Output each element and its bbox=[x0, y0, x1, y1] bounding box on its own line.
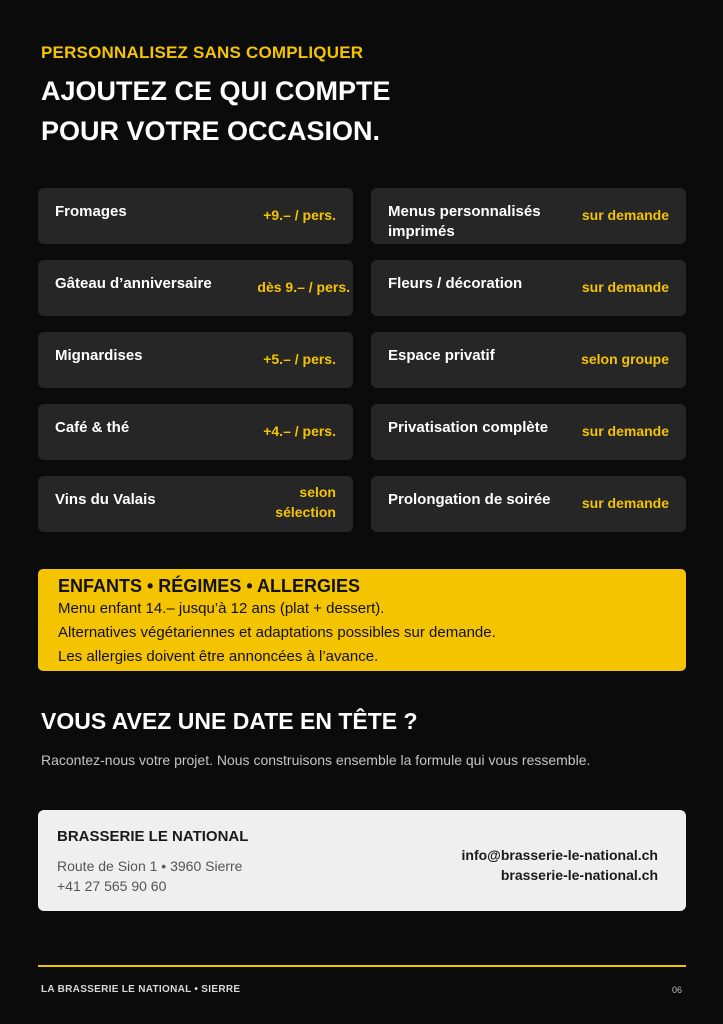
option-card-vins bbox=[38, 476, 353, 532]
contact-address-block bbox=[57, 856, 242, 896]
cta-text: Racontez-nous votre projet. Nous construisons ensemble la formule qui vous ressemble. bbox=[41, 752, 591, 768]
contact-website-link[interactable]: brasserie-le-national.ch bbox=[500, 867, 658, 883]
option-card-cafe bbox=[38, 404, 353, 460]
option-price: sur demande bbox=[581, 279, 669, 295]
option-price: selon groupe bbox=[581, 351, 669, 367]
eyebrow: PERSONNALISEZ SANS COMPLIQUER bbox=[41, 43, 364, 62]
option-label: Fromages bbox=[55, 203, 127, 220]
option-card-fleurs bbox=[371, 260, 686, 316]
contact-phone[interactable]: +41 27 565 90 60 bbox=[57, 878, 167, 894]
page-number: 06 bbox=[671, 985, 682, 995]
contact-card bbox=[38, 810, 686, 911]
option-label: Fleurs / décoration bbox=[388, 275, 523, 292]
contact-links bbox=[462, 845, 658, 885]
page-title-line-2: POUR VOTRE OCCASION. bbox=[41, 116, 381, 146]
dietary-notice bbox=[38, 569, 686, 671]
notice-title: ENFANTS • RÉGIMES • ALLERGIES bbox=[58, 576, 360, 596]
contact-name: BRASSERIE LE NATIONAL bbox=[57, 828, 249, 845]
option-card-mignardises bbox=[38, 332, 353, 388]
option-label: Café & thé bbox=[55, 419, 130, 436]
page-title bbox=[41, 71, 391, 151]
option-label: Mignardises bbox=[55, 347, 143, 364]
option-card-menus bbox=[371, 188, 686, 244]
option-price: sur demande bbox=[581, 423, 669, 439]
option-card-espace bbox=[371, 332, 686, 388]
option-card-prolongation bbox=[371, 476, 686, 532]
contact-address: Route de Sion 1 • 3960 Sierre bbox=[57, 858, 243, 874]
option-price: sur demande bbox=[581, 207, 669, 223]
option-label: Prolongation de soirée bbox=[388, 491, 551, 508]
option-price: dès 9.– / pers. bbox=[257, 279, 350, 295]
option-price: selon sélection bbox=[275, 484, 336, 520]
option-price: +9.– / pers. bbox=[263, 207, 336, 223]
notice-line: Alternatives végétariennes et adaptations possibles sur demande. bbox=[58, 624, 496, 641]
page-title-line-1: AJOUTEZ CE QUI COMPTE bbox=[41, 76, 391, 106]
contact-email-link[interactable]: info@brasserie-le-national.ch bbox=[461, 847, 658, 863]
footer-label: LA BRASSERIE LE NATIONAL • SIERRE bbox=[41, 984, 241, 995]
option-label: Gâteau d’anniversaire bbox=[55, 275, 212, 292]
option-label: Vins du Valais bbox=[55, 491, 156, 508]
options-grid bbox=[38, 188, 686, 532]
option-price: +4.– / pers. bbox=[263, 423, 336, 439]
cta-title: VOUS AVEZ UNE DATE EN TÊTE ? bbox=[41, 708, 418, 734]
footer-divider bbox=[38, 965, 686, 967]
option-label: Espace privatif bbox=[388, 347, 495, 364]
option-card-gateau bbox=[38, 260, 353, 316]
option-card-privatisation bbox=[371, 404, 686, 460]
notice-line: Les allergies doivent être annoncées à l’avance. bbox=[58, 648, 379, 665]
option-price: +5.– / pers. bbox=[263, 351, 336, 367]
notice-line: Menu enfant 14.– jusqu’à 12 ans (plat + dessert). bbox=[58, 600, 385, 617]
option-label: Menus personnalisés imprimés bbox=[388, 203, 541, 240]
option-card-fromages bbox=[38, 188, 353, 244]
option-label: Privatisation complète bbox=[388, 419, 549, 436]
option-price: sur demande bbox=[581, 495, 669, 511]
